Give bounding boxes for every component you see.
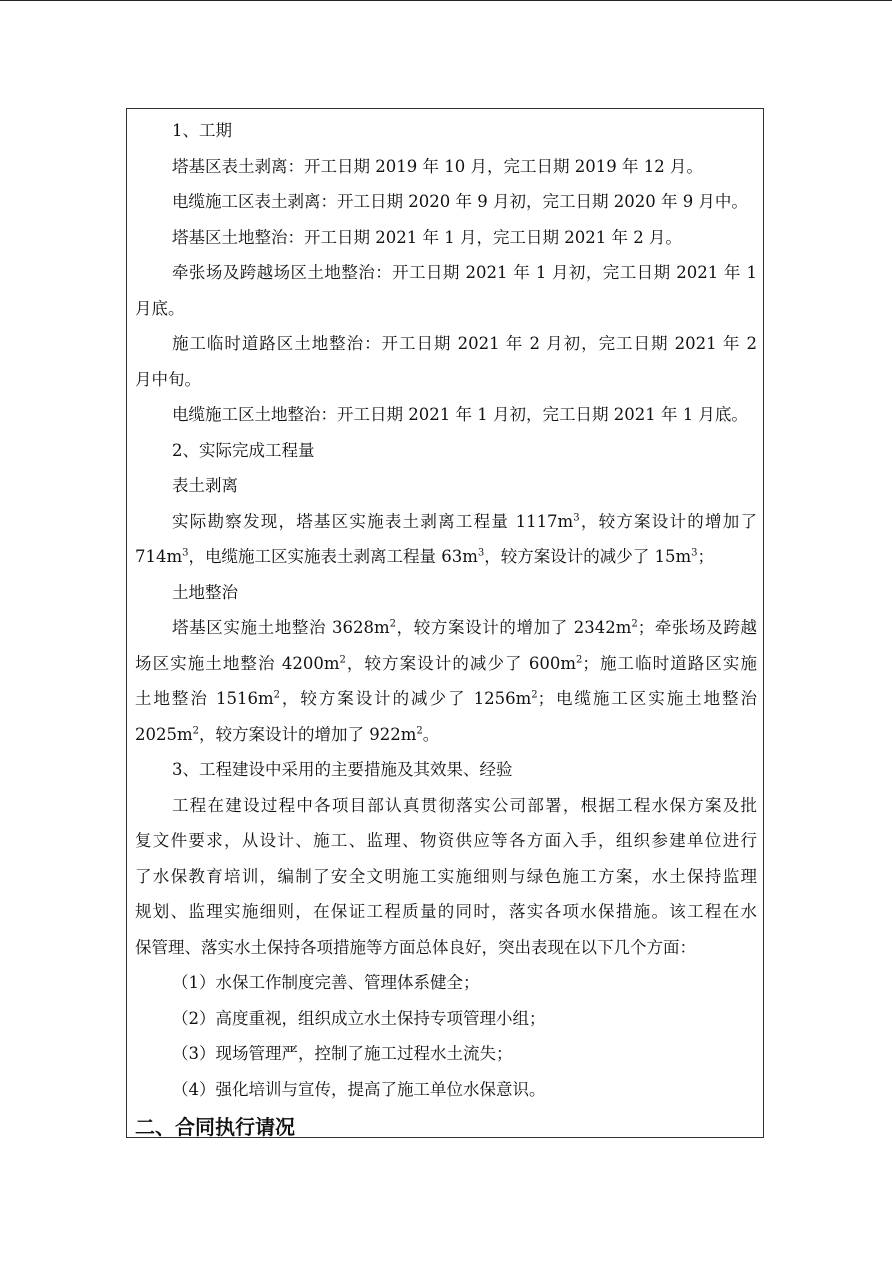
paragraph-line: 复文件要求，从设计、施工、监理、物资供应等各方面入手，组织参建单位进行	[135, 831, 757, 850]
paragraph-line: 实际勘察发现，塔基区实施表土剥离工程量 $1117m^3$，较方案设计的增加了	[172, 511, 758, 531]
paragraph-line: 场区实施土地整治 $4200m^2$，较方案设计的减少了 $600m^2$；施工临时道路区实施	[135, 653, 757, 673]
section-title-schedule: 1、工期	[172, 121, 232, 140]
paragraph-line: 牵张场及跨越场区土地整治：开工日期 2021 年 1 月初，完工日期 2021 年 1	[172, 263, 757, 282]
subsection-title-land-rehab: 土地整治	[172, 582, 238, 602]
paragraph-line: 土地整治 $1516m^2$，较方案设计的减少了 $1256m^2$；电缆施工区实施土地整治	[135, 689, 757, 708]
paragraph-line: 月中旬。	[135, 369, 201, 389]
paragraph-line: 电缆施工区土地整治：开工日期 2021 年 1 月初，完工日期 2021 年 1 月底。	[172, 405, 748, 424]
section-heading-contract: 二、合同执行请况	[135, 1115, 295, 1139]
subsection-title-topsoil: 表土剥离	[172, 476, 238, 495]
paragraph-line: 保管理、落实水土保持各项措施等方面总体良好，突出表现在以下几个方面：	[135, 937, 696, 957]
section-title-measures: 3、工程建设中采用的主要措施及其效果、经验	[172, 760, 513, 779]
list-item: （3）现场管理严，控制了施工过程水土流失；	[172, 1044, 513, 1063]
paragraph-line: 月底。	[135, 298, 185, 318]
paragraph-line: 工程在建设过程中各项目部认真贯彻落实公司部署，根据工程水保方案及批	[172, 795, 757, 815]
paragraph-line: 塔基区实施土地整治 $3628m^2$，较方案设计的增加了 $2342m^2$；牵张场及跨越	[172, 618, 757, 637]
paragraph-line: 塔基区表土剥离：开工日期 2019 年 10 月，完工日期 2019 年 12 月。	[172, 156, 703, 176]
list-item: （1）水保工作制度完善、管理体系健全；	[172, 973, 480, 992]
paragraph-line: $714m^3$，电缆施工区实施表土剥离工程量 $63m^3$，较方案设计的减少了 $15m^3$；	[135, 547, 715, 566]
section-title-quantities: 2、实际完成工程量	[172, 440, 315, 460]
paragraph-line: 电缆施工区表土剥离：开工日期 2020 年 9 月初，完工日期 2020 年 9 月中。	[172, 192, 748, 211]
paragraph-line: $2025m^2$，较方案设计的增加了 $922m^2$。	[135, 724, 440, 744]
list-item: （2）高度重视，组织成立水土保持专项管理小组；	[172, 1008, 546, 1028]
paragraph-line: 了水保教育培训，编制了安全文明施工实施细则与绿色施工方案，水土保持监理	[135, 866, 757, 886]
paragraph-line: 规划、监理实施细则，在保证工程质量的同时，落实各项水保措施。该工程在水	[135, 902, 757, 921]
document-body	[135, 113, 757, 1145]
list-item: （4）强化培训与宣传，提高了施工单位水保意识。	[172, 1079, 546, 1099]
page-top-rule	[0, 0, 892, 1]
paragraph-line: 塔基区土地整治：开工日期 2021 年 1 月，完工日期 2021 年 2 月。	[172, 227, 682, 247]
content-table-cell	[126, 108, 764, 1138]
paragraph-line: 施工临时道路区土地整治：开工日期 2021 年 2 月初，完工日期 2021 年 2	[172, 334, 757, 353]
